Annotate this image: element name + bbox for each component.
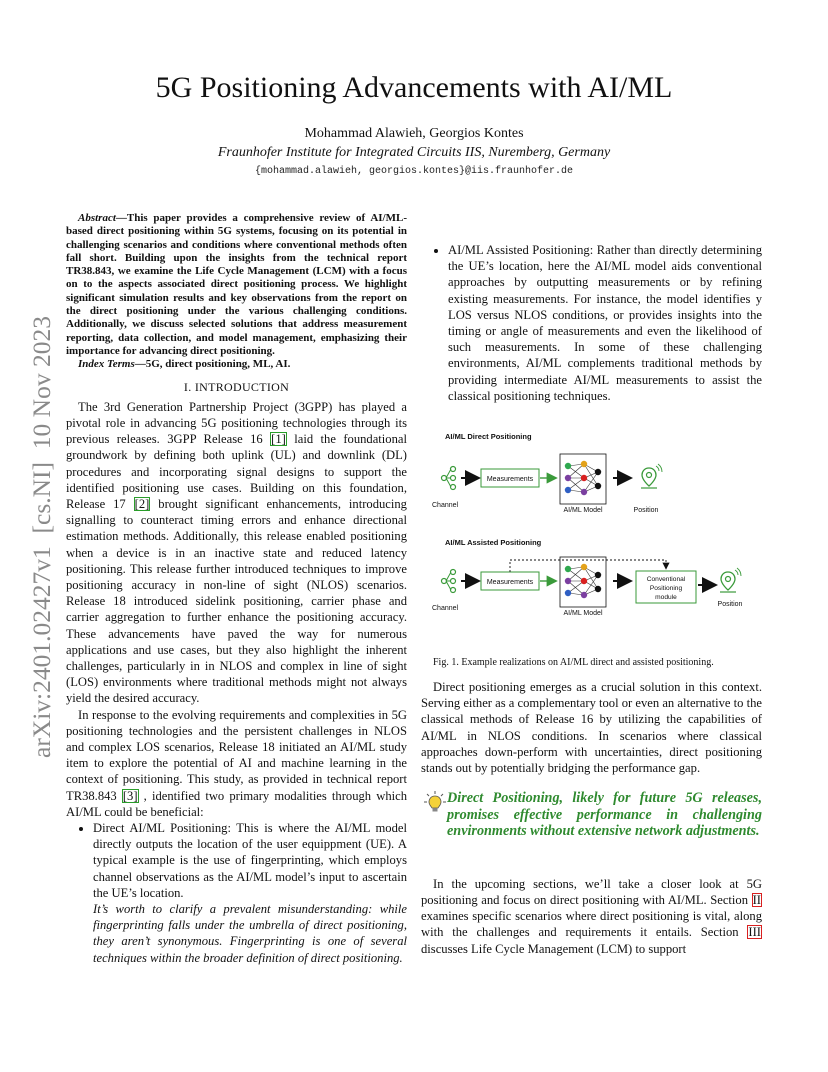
citation-link-1[interactable]: [1] [271,432,286,447]
right-column [421,212,762,957]
text-run: laid the foundational groundwork by defining both uplink (UL) and downlink (DL) procedures and incorporating signal designs to support the identified positioning use cases. Building on this foundation, Release 17 [66,432,407,511]
figure-caption: Fig. 1. Example realizations on AI/ML direct and assisted positioning. [433,657,714,669]
abstract-text: —This paper provides a comprehensive review of AI/ML-based direct positioning within 5G systems, focusing on its potential in challenging scenarios and conditions where conventional methods often fall short. Building upon the insights from the technical report TR38.843, we examine the Life Cycle Management (LCM) with a focus on to the aspects associated direct positioning process. We highlight significant simulation results and key observations from the report on the direct positioning under the various challenging conditions. Additionally, we discuss selected solutions that address measurement reporting, data collection, and model management, emphasizing their importance for advancing direct positioning. [66,212,407,357]
bullet-direct-positioning: Direct AI/ML Positioning: This is where the AI/ML model directly outputs the location of the user equippment (UE). A typical example is the use of fingerprinting, which employs channel observations as the AI/ML model’s input to ascertain the UE’s location. [93,821,407,900]
citation-link-3[interactable]: [3] [122,788,138,803]
left-column [66,212,407,966]
key-takeaway-callout [421,790,762,840]
conventional-label-1: Conventional [646,576,686,584]
section-heading-introduction: I. INTRODUCTION [183,379,290,394]
bullet-direct-note: It’s worth to clarify a prevalent misunderstanding: while fingerprinting falls under the umbrella of direct positioning, they aren’t synonymous. Fingerprinting is one of several techniques within the broader definition of direct positioning. [93,902,407,965]
author-emails: {mohammad.alawieh, georgios.kontes}@iis.fraunhofer.de [254,166,574,177]
abstract [66,212,407,358]
text-run: brought significant enhancements, introducing signalling to counteract timing errors and enhance directional estimation methods. Additionally, this release enabled positioning when a device is in an inactive state and reduced latency positioning. This release further introduced techniques to improve positioning accuracy in non-line of sight (NLOS) scenarios. Release 18 introduced sidelink positioning, carrier phase and carrier aggregation to further enhance the positioning accuracy. These advancements have paved the way for numerous applications and use cases, but they also highlight the inherent challenges, particularly in in NLOS and complex in line of sight (LOS) environments where traditional methods might not always yield the desired accuracy. [66,496,407,706]
position-pin-icon [720,568,741,592]
list-item [448,242,762,404]
section-link-3[interactable]: III [748,925,761,940]
position-label-assisted: Position [717,601,743,609]
conventional-label-3: module [655,594,677,602]
list-item [93,820,407,966]
intro-paragraph-1 [66,399,407,707]
abstract-label: Abstract [78,212,116,224]
section-link-2[interactable]: II [752,892,761,907]
column-spacer [421,212,762,242]
channel-label-direct: Channel [432,502,459,510]
text-run: In the upcoming sections, we’ll take a closer look at 5G positioning and focus on direct positioning with AI/ML. Section [421,876,762,907]
text-run: discusses Life Cycle Management (LCM) to support [421,941,687,956]
ai-ml-model-label-assisted: AI/ML Model [563,610,603,618]
channel-label-assisted: Channel [432,605,459,613]
intro-paragraph-2 [66,707,407,820]
modalities-list [66,820,407,966]
arxiv-id-text: arXiv:2401.02427v1 [cs.NI] 10 Nov 2023 [27,316,56,758]
sections-overview-paragraph [421,876,762,957]
figure-1 [421,432,762,650]
citation-link-2[interactable]: [2] [134,496,150,511]
text-run: examines specific scenarios where direct positioning is vital, along with the challenges and requirements it entails. Section [421,909,762,940]
index-terms-text: —5G, direct positioning, ML, AI. [134,358,291,371]
index-terms [66,358,407,371]
measurements-label-direct: Measurements [486,476,534,484]
bullet-assisted-positioning: AI/ML Assisted Positioning: Rather than directly determining the UE’s location, here the AI/ML model aids conventional approaches by outputting measurements or by refining existing measurements. For instance, the model identifies y LOS versus NLOS conditions, or provides insights into the timing or angle of measurements and even the likelihood of such measurements. In some of these challenging environments, AI/ML complements traditional methods by providing intermediate AI/ML measurements to assist the classical positioning techniques. [448,243,762,403]
index-terms-label: Index Terms [78,358,135,371]
position-label-direct: Position [633,507,659,515]
direct-positioning-paragraph: Direct positioning emerges as a crucial solution in this context. Serving either as a complementary tool or even an alternative to the classical methods of Release 16 by utilizing the capabilities of AI/ML in NLOS conditions. In scenarios where classical approaches down-perform with uncertainties, direct positioning stands out by potentially bridging the performance gap. [421,680,762,776]
lightbulb-icon [423,790,447,816]
text-run: The 3rd Generation Partnership Project (3GPP) has played a pivotal role in advancing 5G positioning technologies through its previous releases. 3GPP Release 16 [66,399,407,447]
modalities-list-cont [421,242,762,404]
direct-positioning-title: AI/ML Direct Positioning [445,432,532,442]
antenna-icon [442,467,456,490]
paper-title: 5G Positioning Advancements with AI/ML [155,71,673,104]
affiliation: Fraunhofer Institute for Integrated Circuits IIS, Nuremberg, Germany [217,145,611,160]
arxiv-identifier-stamp [12,290,62,760]
antenna-icon [442,570,456,593]
ai-ml-model-label-direct: AI/ML Model [563,507,603,515]
text-run: In response to the evolving requirements and complexities in 5G positioning technologies and the persistent challenges in NLOS and complex LOS scenarios, Release 18 initiated an AI/ML study item to explore the potential of AI and machine learning in the context of positioning. This study, as provided in technical report TR38.843 [66,707,407,803]
measurements-label-assisted: Measurements [486,579,534,587]
callout-text: Direct Positioning, likely for future 5G releases, promises effective performance in challenging environments without extensive network adjustments. [447,790,762,840]
assisted-positioning-title: AI/ML Assisted Positioning [445,538,542,548]
text-run: , identified two primary modalities through which AI/ML could be beneficial: [66,788,408,819]
author-list: Mohammad Alawieh, Georgios Kontes [304,126,524,141]
conventional-label-2: Positioning [649,585,683,593]
position-pin-icon [641,464,662,488]
